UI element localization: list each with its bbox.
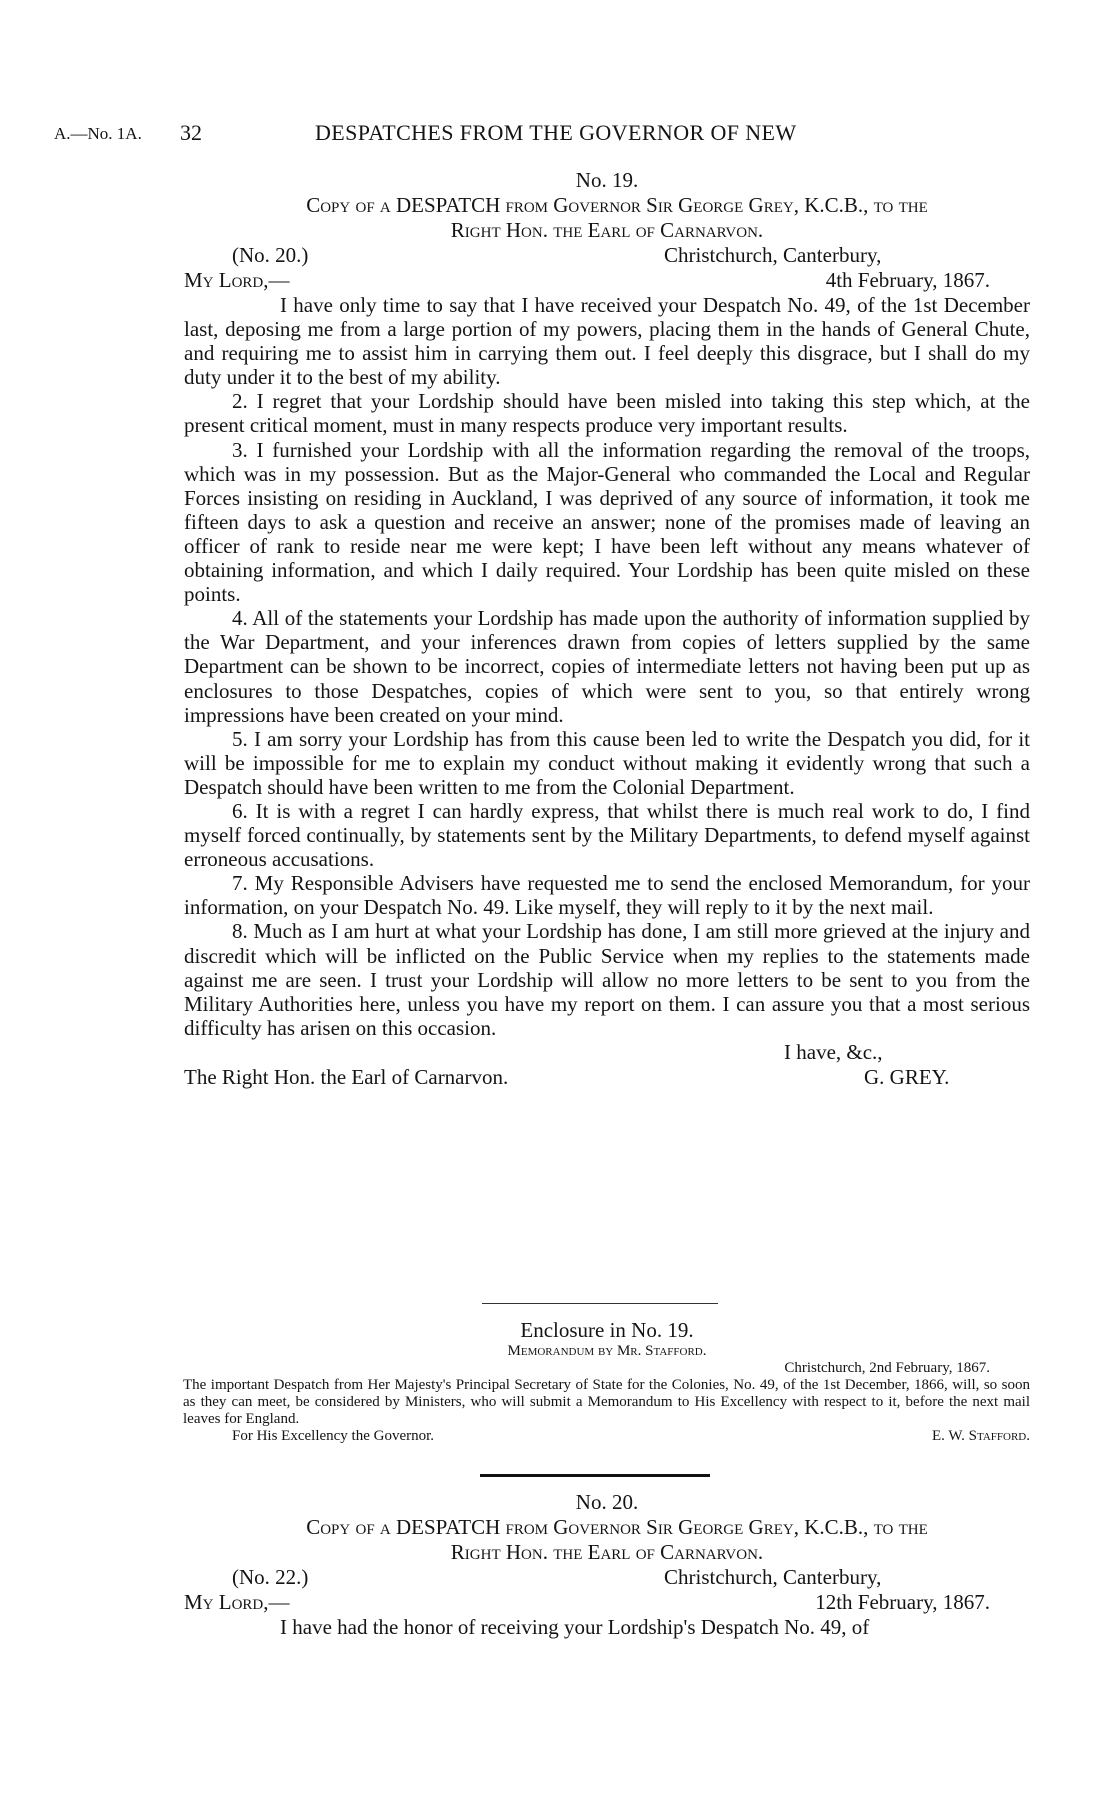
despatch-20	[184, 1490, 1030, 1640]
despatch-20-heading-line1: Copy of a DESPATCH from Governor Sir George Grey, K.C.B., to the	[306, 1515, 928, 1539]
enclosure-date: Christchurch, 2nd February, 1867.	[784, 1360, 990, 1376]
despatch-20-ref-no: (No. 22.)	[232, 1565, 309, 1589]
despatch-19-salutation: My Lord,—	[184, 268, 290, 292]
despatch-19-heading-line2: Right Hon. the Earl of Carnarvon.	[450, 218, 764, 242]
section-divider	[482, 1303, 718, 1304]
despatch-20-heading-line2: Right Hon. the Earl of Carnarvon.	[450, 1540, 764, 1564]
despatch-20-number: No. 20.	[575, 1490, 639, 1514]
despatch-19-number: No. 19.	[575, 168, 639, 192]
despatch-19-body	[184, 293, 1030, 1040]
despatch-19-paragraph: 3. I furnished your Lordship with all the information regarding the removal of the troops, which was in my possession. But as the Major-General who commanded the Local and Regular Forces insisting on residing in Auckland, I was deprived of any source of information, it took me fifteen days to ask a question and receive an answer; none of the promises made of leaving an officer of rank to reside near me were kept; I have been left without any means whatever of obtaining information, and which I daily required. Your Lordship has been quite misled on these points.	[184, 437, 1030, 607]
running-title: DESPATCHES FROM THE GOVERNOR OF NEW	[315, 120, 797, 145]
despatch-19-paragraph: I have only time to say that I have received your Despatch No. 49, of the 1st December last, deposing me from a large portion of my powers, placing them in the hands of General Chute, and requiring me to assist him in carrying them out. I feel deeply this disgrace, but I shall do my duty under it to the best of my ability.	[184, 293, 1030, 390]
enclosure-subtitle: Memorandum by Mr. Stafford.	[507, 1343, 707, 1359]
section-divider-thick	[480, 1474, 710, 1477]
despatch-19-ref-no: (No. 20.)	[232, 243, 309, 267]
despatch-19-paragraph: 5. I am sorry your Lordship has from this cause been led to write the Despatch you did, for it will be impossible for me to explain my conduct without making it evidently wrong that such a Despatch should have been written to me from the Colonial Department.	[184, 726, 1030, 799]
despatch-19-date: 4th February, 1867.	[825, 268, 990, 292]
despatch-20-salutation: My Lord,—	[184, 1590, 290, 1614]
despatch-19-heading-line1: Copy of a DESPATCH from Governor Sir George Grey, K.C.B., to the	[306, 193, 928, 217]
despatch-19-paragraph: 6. It is with a regret I can hardly express, that whilst there is much real work to do, I find myself forced continually, by statements sent by the Military Departments, to defend myself against erroneous accusations.	[184, 798, 1030, 872]
despatch-19-paragraph: 7. My Responsible Advisers have requested me to send the enclosed Memorandum, for your information, on your Despatch No. 49. Like myself, they will reply to it by the next mail.	[184, 871, 1030, 920]
enclosure-title: Enclosure in No. 19.	[520, 1318, 694, 1342]
despatch-19-place: Christchurch, Canterbury,	[664, 243, 882, 267]
despatch-19	[184, 168, 1030, 1090]
enclosure-19	[184, 1318, 1030, 1445]
despatch-19-signature: G. GREY.	[864, 1064, 950, 1089]
despatch-19-paragraph: 4. All of the statements your Lordship has made upon the authority of information supplied by the War Department, and your inferences drawn from copies of letters supplied by the same Department can be shown to be incorrect, copies of intermediate letters not having been put up as enclosures to those Despatches, copies of which were sent to you, so that entirely wrong impressions have been created on your mind.	[184, 606, 1030, 727]
enclosure-signature: E. W. Stafford.	[931, 1428, 1030, 1444]
despatch-19-closing: I have, &c.,	[784, 1039, 883, 1064]
header-reference: A.—No. 1A.	[54, 124, 142, 143]
despatch-20-date: 12th February, 1867.	[815, 1590, 990, 1614]
enclosure-for-line: For His Excellency the Governor.	[232, 1428, 435, 1444]
page-number: 32	[180, 120, 202, 145]
despatch-20-place: Christchurch, Canterbury,	[664, 1565, 882, 1589]
enclosure-body: The important Despatch from Her Majesty's Principal Secretary of State for the Colonies, No. 49, of the 1st December, 1866, will, so soon as they can meet, be considered by Ministers, who will submit a Memorandum to His Excellency with respect to it, before the next mail leaves for England.	[183, 1377, 1030, 1427]
despatch-20-first-line: I have had the honor of receiving your Lordship's Despatch No. 49, of	[280, 1615, 870, 1639]
despatch-19-addressee: The Right Hon. the Earl of Carnarvon.	[184, 1064, 509, 1089]
despatch-19-paragraph: 2. I regret that your Lordship should have been misled into taking this step which, at the present critical moment, must in many respects produce very important results.	[184, 389, 1030, 438]
despatch-19-paragraph: 8. Much as I am hurt at what your Lordship has done, I am still more grieved at the injury and discredit which will be inflicted on the Public Service when my replies to the statements made against me are seen. I trust your Lordship will allow no more letters to be sent to you from the Military Authorities here, unless you have my report on them. I can assure you that a most serious difficulty has arisen on this occasion.	[184, 919, 1030, 1040]
